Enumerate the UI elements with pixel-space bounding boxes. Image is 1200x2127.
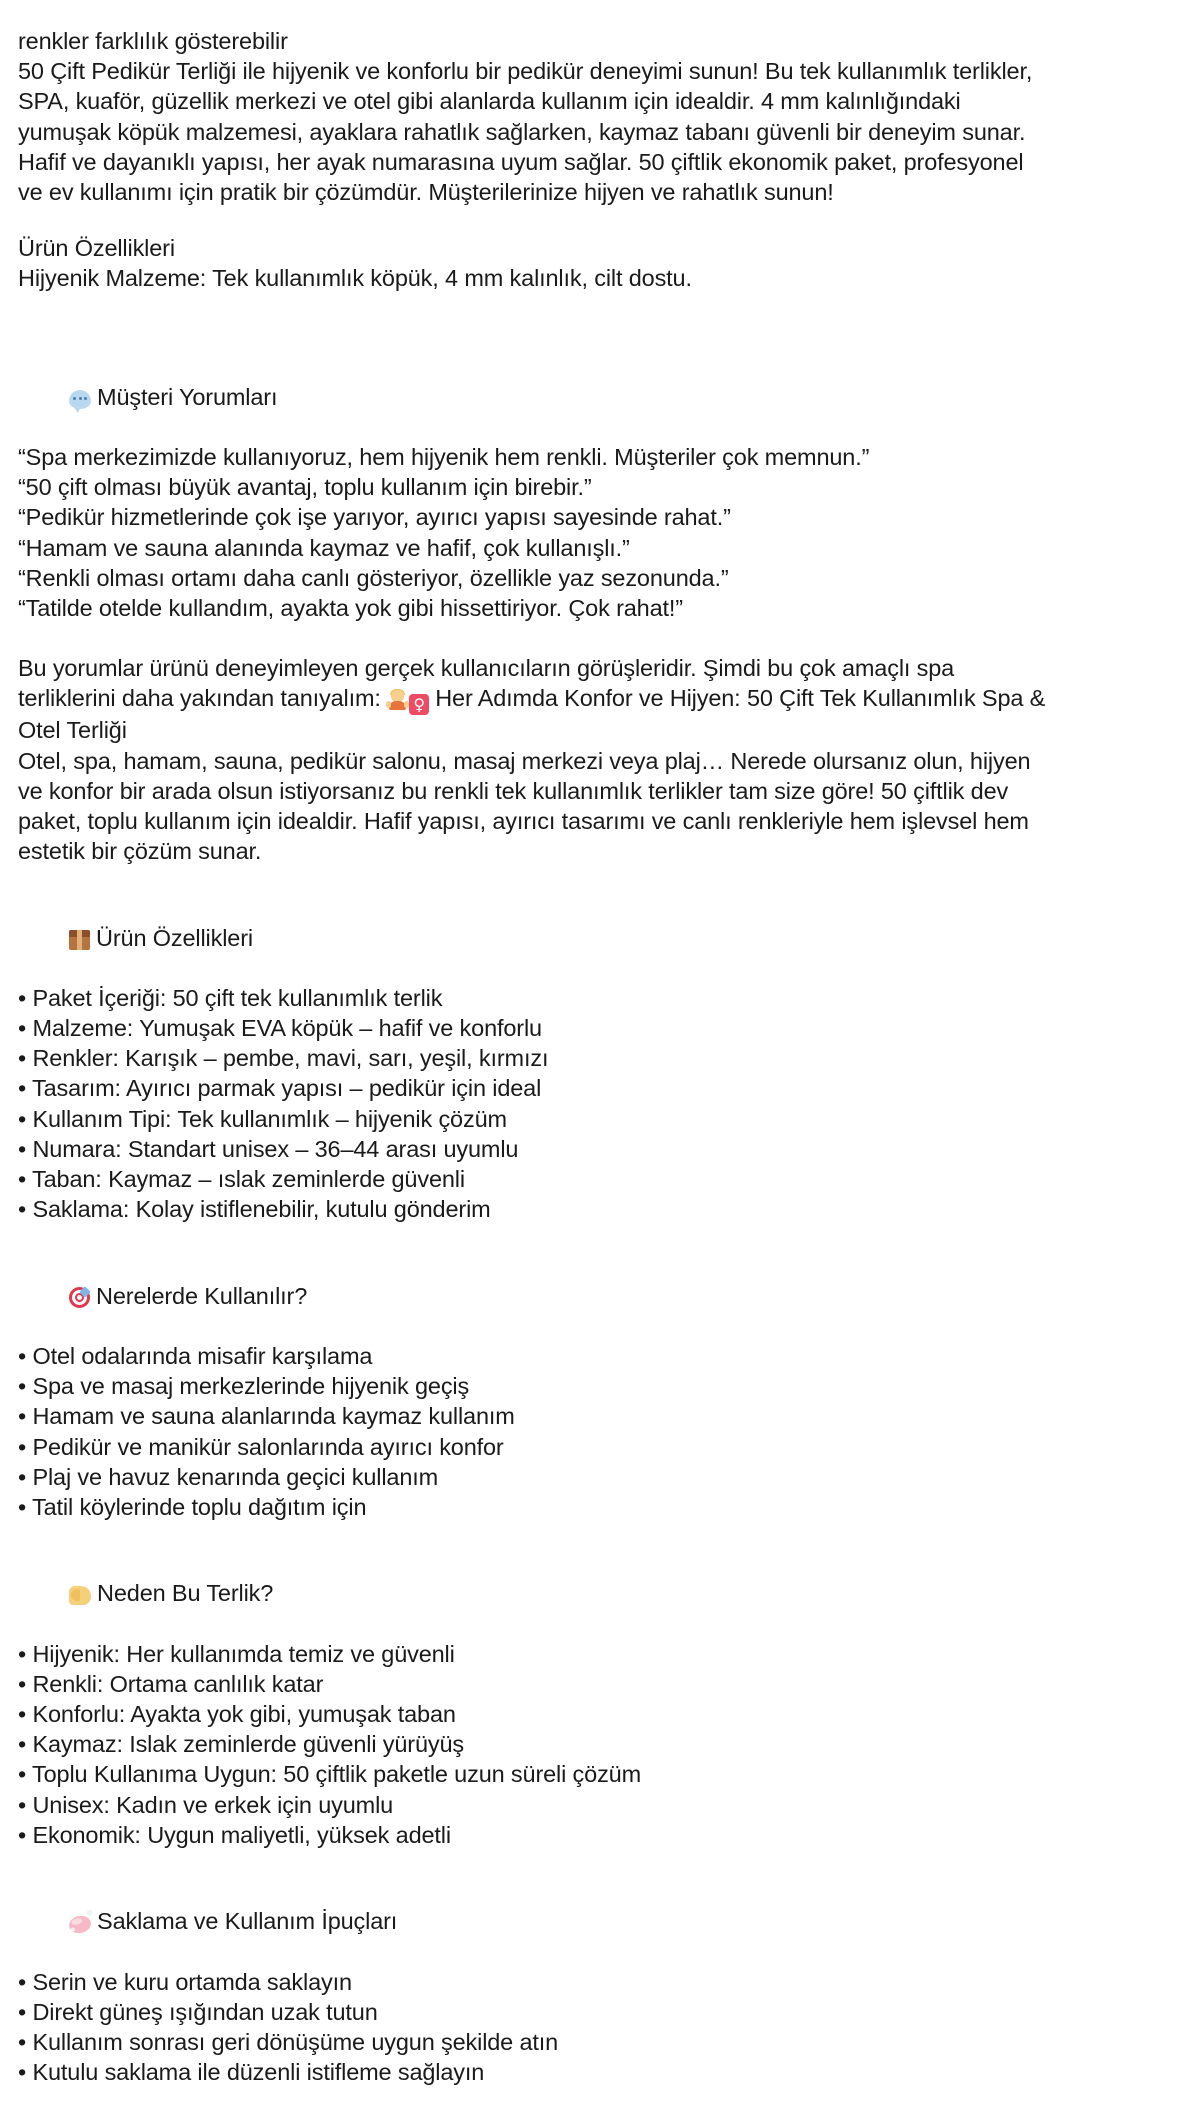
list-item: • Tatil köylerinde toplu dağıtım için [18, 1493, 367, 1520]
intro-lead-line: renkler farklılık gösterebilir [18, 28, 288, 54]
spacer [18, 1850, 1050, 1876]
why-this-heading: Neden Bu Terlik? [97, 1580, 274, 1607]
package-icon [69, 930, 90, 950]
speech-balloon-icon [69, 390, 91, 409]
why-this-heading-row [18, 1548, 1050, 1639]
list-item: • Paket İçeriği: 50 çift tek kullanımlık terlik [18, 984, 443, 1011]
list-item: • Kullanım Tipi: Tek kullanımlık – hijyenik çözüm [18, 1105, 507, 1132]
product-features-section [18, 892, 1050, 1224]
intro-section [18, 26, 1050, 207]
why-this-list [18, 1639, 1050, 1850]
product-features-heading-row [18, 892, 1050, 983]
list-item: • Toplu Kullanıma Uygun: 50 çiftlik paketle uzun süreli çözüm [18, 1761, 642, 1788]
product-features-list [18, 983, 1050, 1225]
where-used-heading: Nerelerde Kullanılır? [96, 1282, 308, 1309]
review-quote: “Spa merkezimizde kullanıyoruz, hem hijyenik hem renkli. Müşteriler çok memnun.” [18, 444, 870, 471]
list-item: • Kullanım sonrası geri dönüşüme uygun şekilde atın [18, 2028, 559, 2055]
product-features-heading: Ürün Özellikleri [96, 924, 253, 951]
list-item: • Konforlu: Ayakta yok gibi, yumuşak taban [18, 1701, 456, 1727]
list-item: • Hijyenik: Her kullanımda temiz ve güvenli [18, 1640, 455, 1667]
spacer [18, 294, 1050, 352]
list-item: • Direkt güneş ışığından uzak tutun [18, 1998, 378, 2025]
list-item: • Kutulu saklama ile düzenli istifleme sağlayın [18, 2059, 485, 2086]
storage-tips-list [18, 1967, 1050, 2088]
review-quote: “50 çift olması büyük avantaj, toplu kullanım için birebir.” [18, 474, 592, 501]
features-short-heading: Ürün Özellikleri [18, 235, 175, 262]
where-used-section [18, 1250, 1050, 1522]
transition-body: Otel, spa, hamam, sauna, pedikür salonu, masaj merkezi veya plaj… Nerede olursanız olun, hijyen ve konfor bir arada olsun istiyorsanız bu renkli tek kullanımlık terlikler tam size göre! 50 çiftlik dev paket, toplu kullanım için idealdir. Hafif yapısı, ayırıcı tasarımı ve canlı renkleriyle hem işlevsel hem estetik bir çözüm sunar. [18, 747, 1037, 865]
customer-reviews-heading-row [18, 352, 1050, 443]
why-this-section [18, 1548, 1050, 1850]
storage-tips-section [18, 1876, 1050, 2087]
features-short-line: Hijyenik Malzeme: Tek kullanımlık köpük, 4 mm kalınlık, cilt dostu. [18, 265, 692, 292]
list-item: • Pedikür ve manikür salonlarında ayırıcı konfor [18, 1433, 504, 1460]
transition-section [18, 653, 1050, 866]
list-item: • Spa ve masaj merkezlerinde hijyenik geçiş [18, 1373, 470, 1400]
review-quote: “Tatilde otelde kullandım, ayakta yok gibi hissettiriyor. Çok rahat!” [18, 595, 683, 621]
transition-title: Her Adımda Konfor ve Hijyen: 50 Çift Tek Kullanımlık Spa & Otel Terliği [18, 685, 1052, 744]
list-item: • Plaj ve havuz kenarında geçici kullanım [18, 1463, 439, 1490]
list-item: • Saklama: Kolay istiflenebilir, kutulu gönderim [18, 1196, 491, 1223]
storage-tips-heading-row [18, 1876, 1050, 1967]
customer-reviews-heading: Müşteri Yorumları [97, 383, 278, 410]
spacer [18, 1522, 1050, 1548]
transition-text-before: Bu yorumlar ürünü deneyimleyen gerçek kullanıcıların görüşleridir. Şimdi bu çok amaçlı spa terliklerini daha yakından tanıyalım: [18, 655, 961, 712]
female-sign-icon: ♀ [409, 694, 429, 715]
soap-icon [68, 1914, 93, 1935]
list-item: • Numara: Standart unisex – 36–44 arası uyumlu [18, 1135, 519, 1162]
flexed-biceps-icon [69, 1586, 91, 1605]
storage-tips-heading: Saklama ve Kullanım İpuçları [97, 1908, 398, 1935]
person-getting-massage-icon [387, 689, 408, 710]
spacer [18, 623, 1050, 653]
where-used-list [18, 1341, 1050, 1522]
intro-paragraph: 50 Çift Pedikür Terliği ile hijyenik ve konforlu bir pedikür deneyimi sunun! Bu tek kullanımlık terlikler, SPA, kuaför, güzellik merkezi ve otel gibi alanlarda kullanım için idealdir. 4 mm kalınlığındaki yumuşak köpük malzemesi, ayaklara rahatlık sağlarken, kaymaz tabanı güvenli bir deneyim sunar. Hafif ve dayanıklı yapısı, her ayak numarasına uyum sağlar. 50 çiftlik ekonomik paket, profesyonel ve ev kullanımı için pratik bir çözümdür. Müşterilerinize hijyen ve rahatlık sunun! [18, 58, 1039, 205]
list-item: • Renkli: Ortama canlılık katar [18, 1670, 324, 1697]
list-item: • Kaymaz: Islak zeminlerde güvenli yürüyüş [18, 1731, 465, 1758]
spacer [18, 866, 1050, 892]
list-item: • Taban: Kaymaz – ıslak zeminlerde güvenli [18, 1166, 465, 1192]
list-item: • Ekonomik: Uygun maliyetli, yüksek adetli [18, 1821, 451, 1848]
review-quote: “Renkli olması ortamı daha canlı gösteriyor, özellikle yaz sezonunda.” [18, 564, 729, 591]
list-item: • Otel odalarında misafir karşılama [18, 1342, 373, 1369]
spacer [18, 207, 1050, 233]
product-description-body [18, 26, 1050, 2087]
list-item: • Tasarım: Ayırıcı parmak yapısı – pedikür için ideal [18, 1075, 542, 1102]
list-item: • Hamam ve sauna alanlarında kaymaz kullanım [18, 1403, 515, 1430]
target-icon [69, 1287, 90, 1308]
list-item: • Renkler: Karışık – pembe, mavi, sarı, yeşil, kırmızı [18, 1045, 549, 1072]
review-quote: “Pedikür hizmetlerinde çok işe yarıyor, ayırıcı yapısı sayesinde rahat.” [18, 504, 731, 531]
list-item: • Serin ve kuru ortamda saklayın [18, 1968, 352, 1995]
spacer [18, 1224, 1050, 1250]
features-short-section [18, 233, 1050, 293]
customer-reviews-section [18, 352, 1050, 624]
where-used-heading-row [18, 1250, 1050, 1341]
transition-paragraph [18, 653, 1050, 745]
list-item: • Unisex: Kadın ve erkek için uyumlu [18, 1791, 394, 1818]
review-quote: “Hamam ve sauna alanında kaymaz ve hafif, çok kullanışlı.” [18, 534, 630, 561]
list-item: • Malzeme: Yumuşak EVA köpük – hafif ve konforlu [18, 1015, 542, 1042]
